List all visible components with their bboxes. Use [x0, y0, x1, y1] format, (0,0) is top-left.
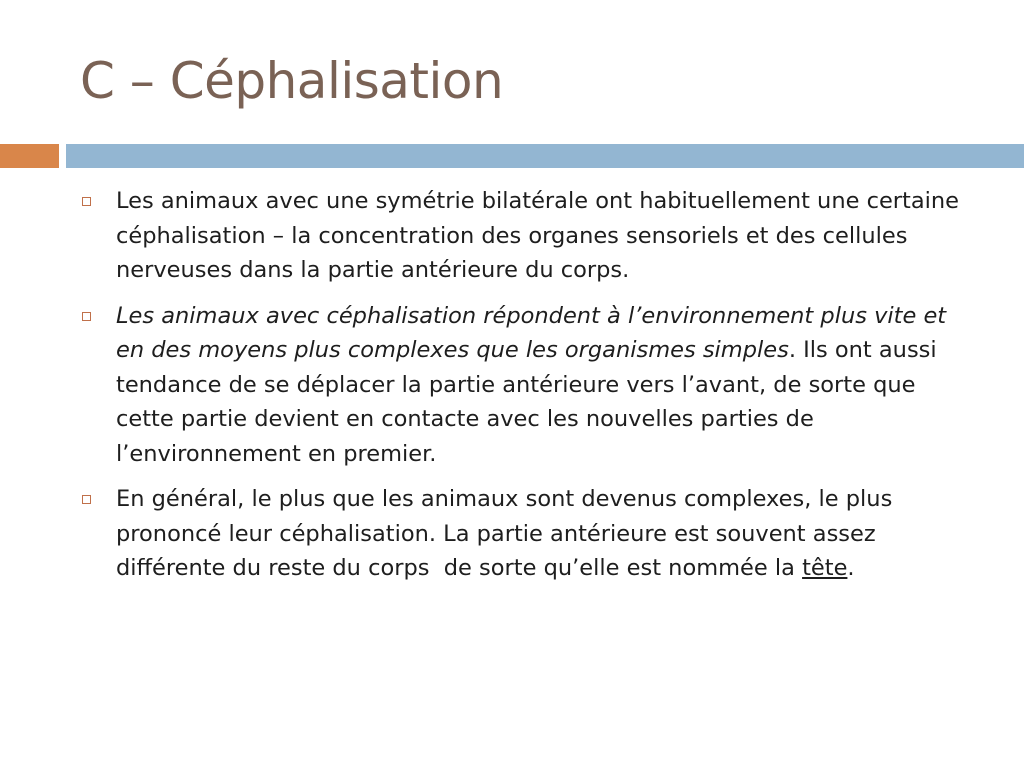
square-bullet-icon — [82, 197, 91, 206]
bullet-3-text: En général, le plus que les animaux sont devenus complexes, le plus prononcé leur céphalisation. La partie antérieure est souvent assez différente du reste du corps de sorte qu’elle est nommée la — [116, 486, 900, 581]
square-bullet-icon — [82, 495, 91, 504]
title-accent-bar — [0, 144, 59, 168]
bullet-3-underlined-word: tête — [802, 555, 848, 581]
bullet-3-end: . — [847, 555, 855, 581]
bullet-1-text: Les animaux avec une symétrie bilatérale ont habituellement une certaine céphalisation – la concentration des organes sensoriels et des cellules nerveuses dans la partie antérieure du corps. — [116, 188, 960, 283]
bullet-2-text: . Ils ont aussi tendance de se déplacer la partie antérieure vers l’avant, de sorte que cette partie devient en contacte avec les nouvelles parties de l’environnement en premier. — [116, 337, 937, 467]
square-bullet-icon — [82, 312, 91, 321]
bullet-list — [80, 184, 980, 597]
title-divider-bar — [66, 144, 1024, 168]
bullet-item-1 — [80, 184, 980, 288]
bullet-2-italic-text: Les animaux avec céphalisation répondent à l’environnement plus vite et en des moyens plus complexes que les organismes simples — [116, 302, 947, 363]
bullet-item-2 — [80, 299, 980, 472]
slide-title: C – Céphalisation — [80, 52, 504, 110]
bullet-item-3 — [80, 482, 980, 586]
